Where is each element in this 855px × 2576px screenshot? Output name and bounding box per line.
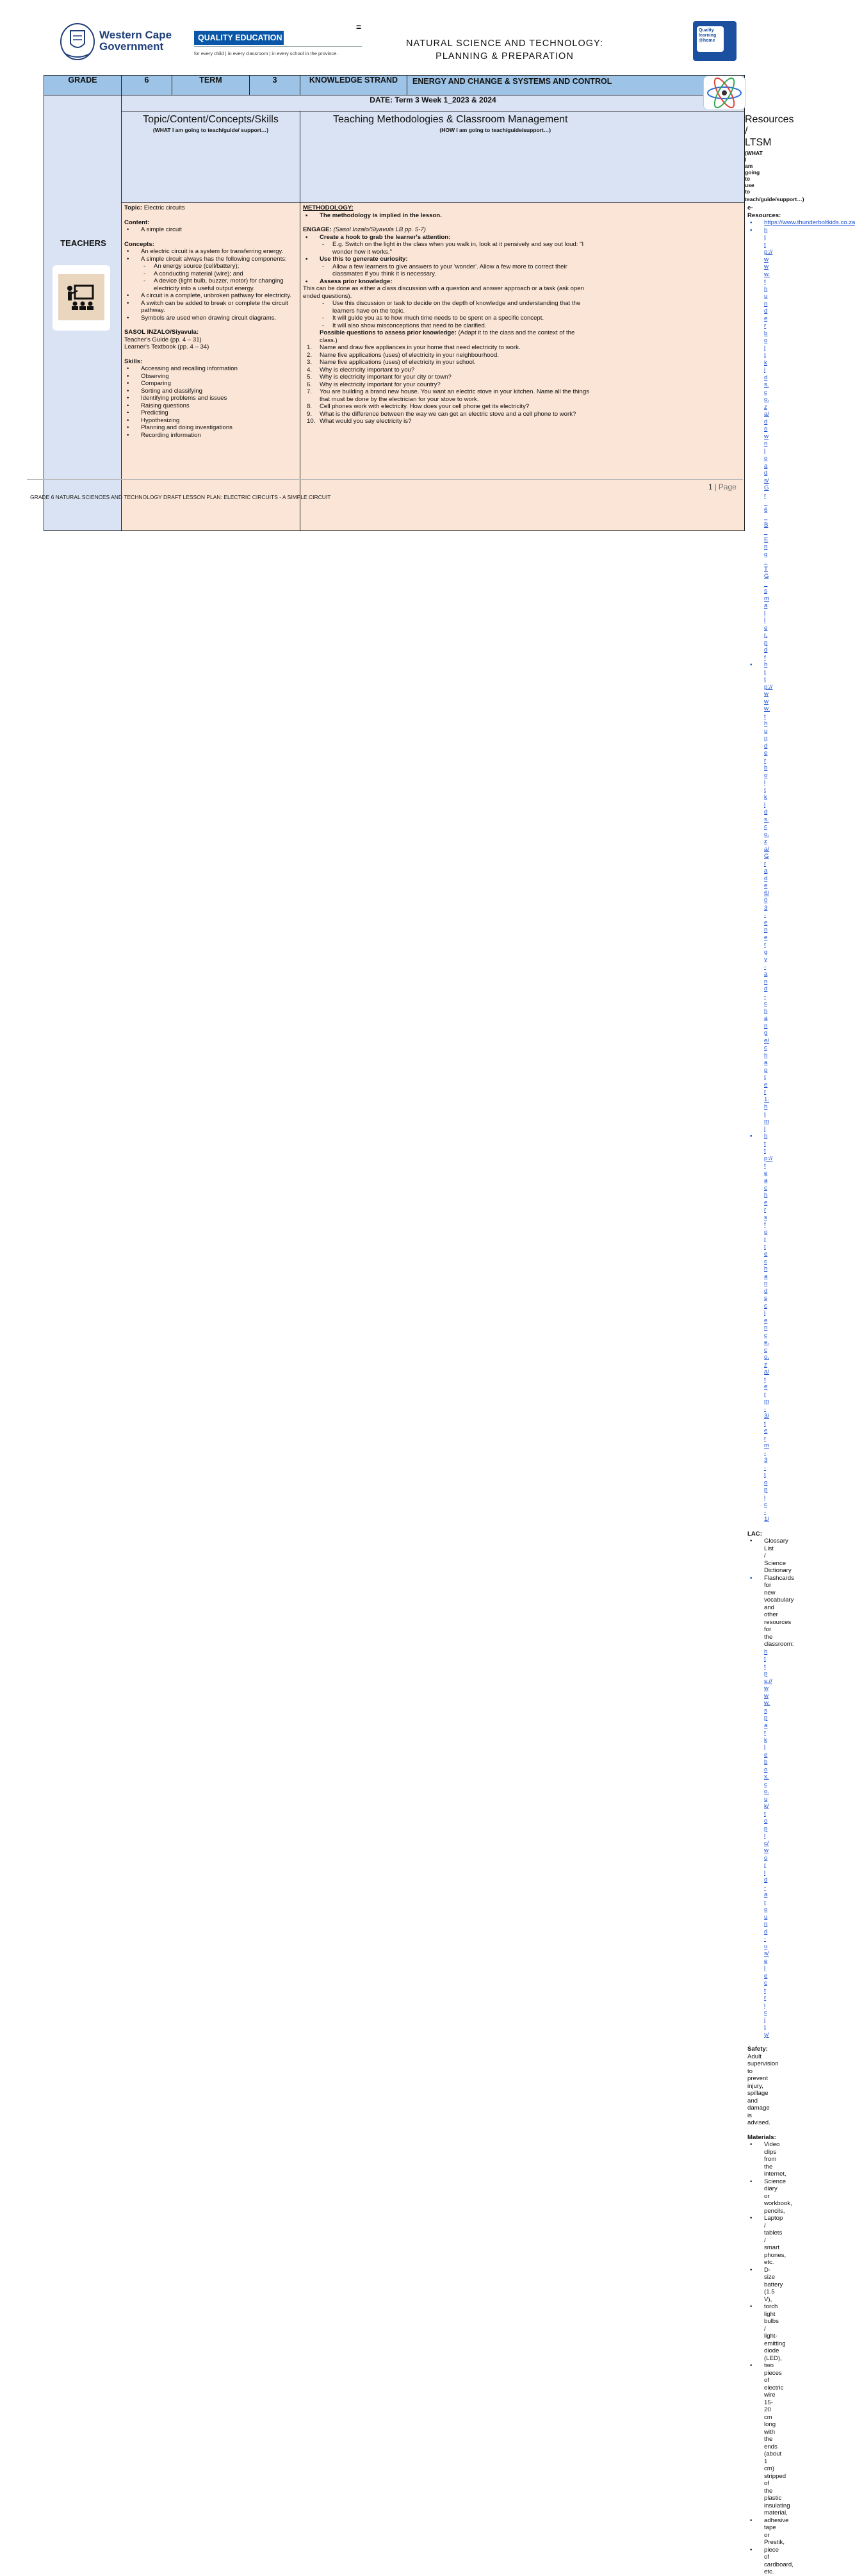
engage-label: ENGAGE: (303, 226, 332, 233)
question-item: 6. Why is electricity important for your country? (303, 381, 591, 389)
resource-link[interactable]: ▪ http://www.thunderboltkids.co.za/Grade6/03-energy-and-change/chapter1.html (747, 661, 764, 1133)
question-item: 10. What would you say electricity is? (303, 418, 591, 425)
concept-item: • A circuit is a complete, unbroken pathway for electricity. (124, 292, 297, 300)
engage-line (303, 226, 591, 234)
strand-value: ENERGY AND CHANGE & SYSTEMS AND CONTROL (407, 76, 745, 95)
grade-value: 6 (122, 76, 172, 95)
title-line1: NATURAL SCIENCE AND TECHNOLOGY: (406, 38, 603, 49)
assess-detail: - Use this discussion or task to decide on the depth of knowledge and understanding that the learners have on the topic. (303, 300, 591, 315)
methodology-label: METHODOLOGY: (303, 204, 354, 211)
question-item: 8. Cell phones work with electricity. How does your cell phone get its electricity? (303, 403, 591, 411)
concept-item: • Symbols are used when drawing circuit diagrams. (124, 315, 297, 322)
material-item: • two pieces of electric wire 15-20 cm long with the ends (about 1 cm) stripped of the plastic insulating material, (747, 2362, 764, 2517)
term-label: TERM (172, 76, 250, 95)
page-word: Page (718, 482, 737, 491)
concept-subitem: - A device (light bulb, buzzer, motor) for changing electricity into a useful output energy. (124, 277, 297, 292)
sasol-ref: Teacher's Guide (pp. 4 – 31) (124, 336, 202, 343)
material-item: • piece of cardboard, etc. (747, 2547, 764, 2576)
teachers-label: TEACHERS (60, 238, 106, 248)
lesson-plan-table: GRADE 6 TERM 3 KNOWLEDGE STRAND ENERGY AND CHANGE & SYSTEMS AND CONTROL DATE: Term 3 Week 1_2023 & 2024 Topic/Content/Concepts/Skills (WHAT I am going to teach/guide/ support…) Teaching Methodologies & Classroom Management (HOW I am going to teach/guide/support…) Resources / LTSM (WHAT I am going to use to teach/guide/support…) Topic: Electric circuits Content: • A simple circuit Concepts: • An electric circuit is a system for transferring energy. • A simple circuit always has the following components: - An energy source (cell/battery); - A conducting material (wire); and - A device (light bulb, buzzer, motor) for changing electricity into a useful output energy. • A circuit is a complete, unbroken pathway for electricity. • A switch can be added to break or complete the circuit pathway. • Symbols are used when drawing circuit diagrams. SASOL INZALO/Siyavula: Teacher's Guide (pp. 4 – 31) Learner's Textbook (pp. 4 – 34) Skills: • Accessing and recalling information • Observing • Comparing • Sorting and classifying • Identifying problems and issues • Raising questions • Predicting • Hypothesizing • Planning and doing investigations • Recording information METHODOLOGY: • The methodology is implied in the lesson. ENGAGE: (Sasol Inzalo/Siyavula LB pp. 5-7) • Create a hook to grab the learner's attention: - E.g. Switch on the light in the class when you walk in, look at it pensively and say out loud: "I wonder how it works." • Use this to generate curiosity: - Allow a few learners to give answers to your 'wonder'. Allow a few more to correct their classmates if you think it is necessary. • Assess prior knowledge: This can be done as either a class discussion with a question and answer approach or a task (ask open ended questions). - Use this discussion or task to decide on the depth of knowledge and understanding that the learners have on the topic. - It will guide you as to how much time needs to be spent on a specific concept. - It will also show misconceptions that need to be clarified. Possible questions to assess prior knowledge: (Adapt it to the class and the context of the class.) 1. Name and draw five appliances in your home that need electricity to work. 2. Name five applications (uses) of electricity in your neighbourhood. 3. Name five applications (uses) of electricity in your school. 4. Why is electricity important to you? 5. Why is electricity important for your city or town? 6. Why is electricity important for your country? 7. You are building a brand new house. You want an electric stove in your kitchen. Name all the things that must be done by the electrician for your stove to work. 8. Cell phones work with electricity. How does your cell phone get its electricity? 9. What is the difference between the way we can get an electric stove and a cell phone to work? 10. What would you say electricity is? e-Resources: ▪ https://www.thunderboltkids.co.za ▪ http://www.thunderboltkids.co.za/downloads/Gr_6_B_Eng_TG_smaller.pdf ▪ http://www.thunderboltkids.co.za/Grade6/03-energy-and-change/chapter1.html ▪ http://teachersfortechandscience.co.za/term-3/term-3-topic-1/ LAC: • Glossary List / Science Dictionary ▪ Flashcards for new vocabulary and other resources for the classroom: https://www.sparklebox.co.uk/topic/world-around-us/electricity/ Safety: Adult supervision to prevent injury, spillage and damage is advised. Materials: • Video clips from the internet, • Science diary or workbook, pencils, • Laptop / tablets / smart phones, etc. • D-size battery (1.5 V), • torch light bulbs / light-emitting diode (LED), • two pieces of electric wire 15-20 cm long with the ends (about 1 cm) stripped of the plastic insulating material, • adhesive tape or Prestik, • piece of cardboard, etc. (44, 75, 745, 531)
resource-link[interactable]: ▪ https://www.thunderboltkids.co.za (747, 219, 764, 227)
grade-label: GRADE (44, 76, 122, 95)
skills-label: Skills: (124, 357, 143, 365)
topic-cell (122, 203, 300, 531)
skill-item: • Comparing (124, 380, 297, 388)
assess-detail: - It will also show misconceptions that need to be clarified. (303, 322, 591, 330)
methodology-item: • The methodology is implied in the lesson. (303, 212, 591, 220)
question-item: 3. Name five applications (uses) of electricity in your school. (303, 359, 591, 366)
method-cell-spacer (588, 203, 745, 531)
sasol-label: SASOL INZALO/Siyavula: (124, 329, 199, 336)
title-line2: PLANNING & PREPARATION (436, 51, 574, 62)
lac-link[interactable]: https://www.sparklebox.co.uk/topic/world-around-us/electricity/ (764, 1648, 772, 2039)
teacher-icon (58, 274, 104, 320)
resource-link[interactable]: ▪ http://teachersfortechandscience.co.za/term-3/term-3-topic-1/ (747, 1133, 764, 1523)
curiosity-label: • Use this to generate curiosity: (303, 256, 591, 263)
wcg-line1: Western Cape (99, 29, 172, 41)
skill-item: • Recording information (124, 432, 297, 439)
lac-item: • Glossary List / Science Dictionary (747, 1538, 764, 1575)
method-title: Teaching Methodologies & Classroom Management (333, 114, 568, 125)
material-item: • D-size battery (1.5 V), (747, 2267, 764, 2304)
page-num: 1 (708, 482, 713, 491)
coat-of-arms-logo (59, 22, 96, 62)
topic-value: Electric circuits (143, 204, 185, 211)
material-item: • Video clips from the internet, (747, 2141, 764, 2178)
skill-item: • Observing (124, 373, 297, 381)
quality-learning-logo (693, 21, 737, 61)
hook-detail: - E.g. Switch on the light in the class when you walk in, look at it pensively and say out loud: "I wonder how it works." (303, 241, 591, 256)
assess-detail: - It will guide you as to how much time needs to be spent on a specific concept. (303, 315, 591, 322)
date-cell: DATE: Term 3 Week 1_2023 & 2024 (122, 95, 745, 111)
question-item: 4. Why is electricity important to you? (303, 366, 591, 374)
skill-item: • Sorting and classifying (124, 388, 297, 395)
method-subtitle: (HOW I am going to teach/guide/support…) (439, 127, 551, 133)
page-sep: | (714, 482, 717, 491)
teacher-classroom-icon (53, 265, 110, 331)
skill-item: • Planning and doing investigations (124, 424, 297, 432)
question-item: 7. You are building a brand new house. You want an electric stove in your kitchen. Name all the things that must be done by the electrician for your stove to work. (303, 388, 591, 403)
content-item: • A simple circuit (124, 226, 297, 234)
material-item: • Laptop / tablets / smart phones, etc. (747, 2215, 764, 2267)
method-column-header (300, 111, 588, 203)
material-item: • Science diary or workbook, pencils, (747, 2178, 764, 2215)
resource-link[interactable]: ▪ http://www.thunderboltkids.co.za/downloads/Gr_6_B_Eng_TG_smaller.pdf (747, 227, 764, 662)
lac-text: Flashcards for new vocabulary and other resources for the classroom: (764, 1574, 794, 1648)
term-value: 3 (250, 76, 300, 95)
material-item: • torch light bulbs / light-emitting diode (LED), (747, 2303, 764, 2362)
assess-label: • Assess prior knowledge: (303, 278, 591, 286)
topic-subtitle: (WHAT I am going to teach/guide/ support…) (152, 127, 269, 133)
wcg-wordmark (99, 29, 172, 53)
skill-item: • Accessing and recalling information (124, 365, 297, 373)
question-item: 9. What is the difference between the way we can get an electric stove and a cell phone to work? (303, 411, 591, 418)
concept-item: • An electric circuit is a system for transferring energy. (124, 248, 297, 256)
skill-item: • Predicting (124, 409, 297, 417)
content-label: Content: (124, 218, 150, 226)
skill-item: • Hypothesizing (124, 417, 297, 425)
assess-text: This can be done as either a class discussion with a question and answer approach or a task (ask open ended questions). (303, 285, 584, 300)
page-number (708, 482, 737, 491)
topic-title: Topic/Content/Concepts/Skills (143, 114, 279, 125)
skill-item: • Identifying problems and issues (124, 395, 297, 402)
concept-item: • A simple circuit always has the following components: (124, 256, 297, 263)
equals-mark: = (356, 22, 362, 32)
atom-icon (703, 76, 745, 110)
engage-ref: (Sasol Inzalo/Siyavula LB pp. 5-7) (333, 226, 426, 233)
topic-line (124, 204, 297, 212)
quality-learning-label: Quality learning @home (697, 26, 724, 52)
questions-heading (303, 329, 591, 344)
questions-note: (Adapt it to the class and the context of the class.) (320, 329, 575, 344)
question-item: 5. Why is electricity important for your city or town? (303, 373, 591, 381)
grade-row (44, 76, 745, 95)
concept-subitem: - A conducting material (wire); and (124, 270, 297, 278)
footer-text: GRADE 6 NATURAL SCIENCES AND TECHNOLOGY DRAFT LESSON PLAN: ELECTRIC CIRCUITS - A SIMPLE CIRCUIT (30, 494, 331, 500)
question-item: 1. Name and draw five appliances in your home that need electricity to work. (303, 344, 591, 352)
hook-label: • Create a hook to grab the learner's attention: (303, 234, 591, 242)
skill-item: • Raising questions (124, 402, 297, 410)
topic-label: Topic: (124, 204, 143, 211)
page-title (384, 37, 625, 63)
sasol-ref: Learner's Textbook (pp. 4 – 34) (124, 343, 209, 350)
quality-education-banner: QUALITY EDUCATION (194, 31, 284, 45)
lac-item (747, 1574, 794, 2039)
wcg-line2: Government (99, 40, 164, 53)
question-item: 2. Name five applications (uses) of electricity in your neighbourhood. (303, 352, 591, 359)
quality-education-tagline: for every child | in every classroom | in every school in the province. (194, 51, 338, 56)
topic-column-header (122, 111, 300, 203)
concept-subitem: - An energy source (cell/battery); (124, 263, 297, 270)
concept-item: • A switch can be added to break or complete the circuit pathway. (124, 300, 297, 315)
method-cell (300, 203, 588, 531)
divider (194, 46, 362, 47)
material-item: • adhesive tape or Prestik, (747, 2517, 764, 2547)
curiosity-detail: - Allow a few learners to give answers to your 'wonder'. Allow a few more to correct their classmates if you think it is necessary. (303, 263, 591, 278)
concepts-label: Concepts: (124, 240, 154, 248)
strand-label: KNOWLEDGE STRAND (300, 76, 407, 95)
method-header-spacer (588, 111, 745, 203)
questions-label: Possible questions to assess prior knowledge: (320, 329, 457, 336)
